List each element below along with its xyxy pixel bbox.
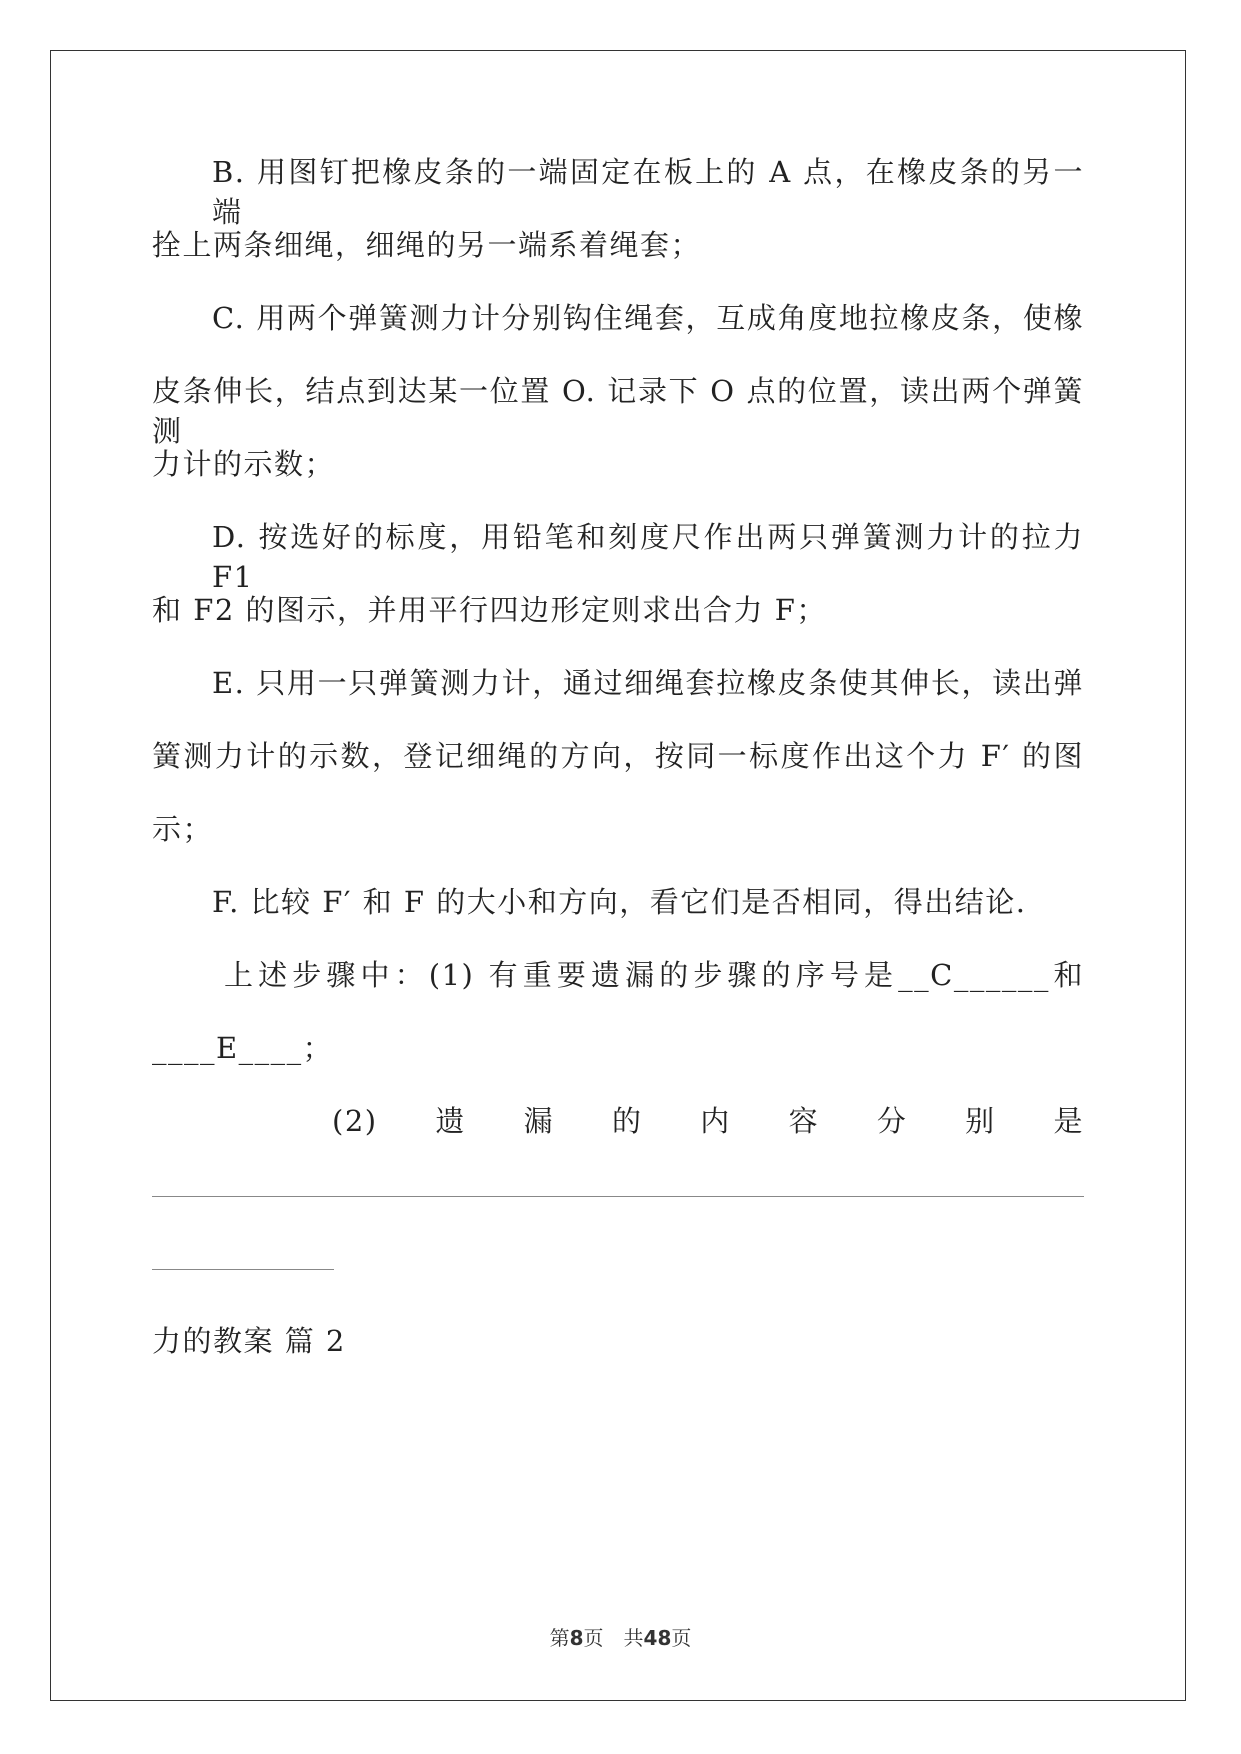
step-e-line-3: 示； [152,812,214,846]
step-c-line-1: C. 用两个弹簧测力计分别钩住绳套，互成角度地拉橡皮条，使橡 [212,301,1084,335]
step-d-line-2: 和 F2 的图示，并用平行四边形定则求出合力 F； [152,593,827,627]
question-2-word: 分 [876,1104,908,1138]
question-2-word: 是 [1053,1104,1084,1138]
footer-mid: 页 共 [583,1626,644,1650]
question-2-line [152,1101,1084,1141]
footer-suffix: 页 [671,1626,692,1650]
question-2-word: 别 [965,1104,996,1138]
step-d-line-1: D. 按选好的标度，用铅笔和刻度尺作出两只弹簧测力计的拉力 F1 [212,520,1084,594]
answer-blank-line-1 [152,1196,1084,1197]
question-2-word: 遗 [435,1104,466,1138]
step-e-line-2: 簧测力计的示数，登记细绳的方向，按同一标度作出这个力 F′ 的图 [152,739,1084,773]
footer-total-pages: 48 [643,1626,672,1650]
question-2-number: (2) [332,1104,378,1138]
question-2-word: 容 [788,1104,820,1138]
step-c-line-2: 皮条伸长，结点到达某一位置 O. 记录下 O 点的位置，读出两个弹簧测 [152,374,1084,448]
footer-page-number: 8 [569,1626,584,1650]
section-heading: 力的教案 篇 2 [152,1324,346,1358]
question-1-line-2: ____E____； [152,1031,334,1065]
answer-blank-line-2 [152,1269,334,1270]
footer-prefix: 第 [549,1626,570,1650]
question-2-word: 的 [611,1104,643,1138]
page-footer [0,1622,1241,1651]
step-f-line-1: F. 比较 F′ 和 F 的大小和方向，看它们是否相同，得出结论. [212,885,1027,919]
question-1-line-1: 上述步骤中：(1) 有重要遗漏的步骤的序号是__C______和 [224,958,1084,992]
step-e-line-1: E. 只用一只弹簧测力计，通过细绳套拉橡皮条使其伸长，读出弹 [212,666,1084,700]
step-c-line-3: 力计的示数； [152,447,336,481]
step-b-line-1: B. 用图钉把橡皮条的一端固定在板上的 A 点，在橡皮条的另一端 [212,155,1084,229]
question-2-word: 内 [700,1104,731,1138]
step-b-line-2: 拴上两条细绳，细绳的另一端系着绳套； [152,228,702,262]
question-2-word: 漏 [523,1104,555,1138]
